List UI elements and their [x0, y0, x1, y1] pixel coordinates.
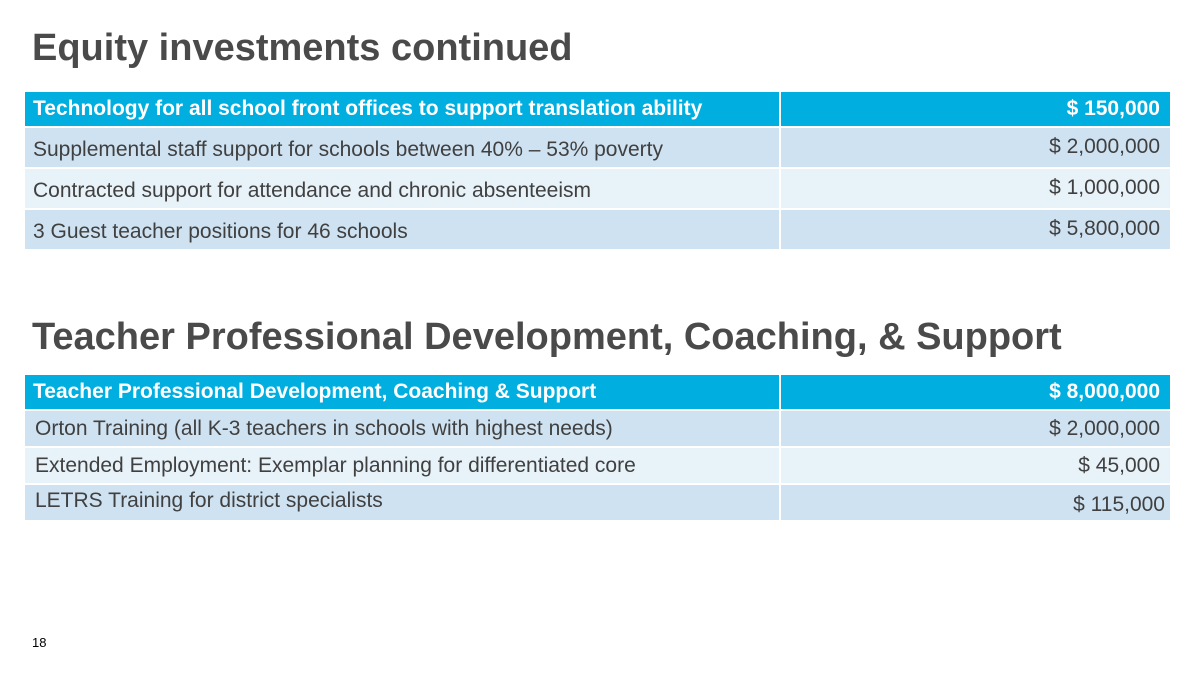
section-title-teacher-pd: Teacher Professional Development, Coaching, & Support	[32, 316, 1062, 358]
row-item: 3 Guest teacher positions for 46 schools	[24, 209, 780, 250]
header-item: Teacher Professional Development, Coaching & Support	[24, 374, 780, 410]
table-row	[24, 209, 1171, 250]
table-row	[24, 410, 1171, 447]
table-row	[24, 127, 1171, 168]
row-item: Supplemental staff support for schools between 40% – 53% poverty	[24, 127, 780, 168]
table-header-row	[24, 91, 1171, 127]
page-number: 18	[32, 635, 47, 650]
table-header-row	[24, 374, 1171, 410]
row-item: Contracted support for attendance and chronic absenteeism	[24, 168, 780, 209]
row-amount: $ 2,000,000	[780, 127, 1171, 168]
section-title-equity: Equity investments continued	[32, 27, 573, 69]
row-item: Orton Training (all K-3 teachers in schools with highest needs)	[24, 410, 780, 447]
header-amount: $ 8,000,000	[780, 374, 1171, 410]
row-amount: $ 45,000	[780, 447, 1171, 484]
table-row	[24, 168, 1171, 209]
table-row	[24, 447, 1171, 484]
header-item: Technology for all school front offices to support translation ability	[24, 91, 780, 127]
header-amount: $ 150,000	[780, 91, 1171, 127]
table-row	[24, 484, 1171, 521]
teacher-pd-budget-table	[23, 373, 1172, 522]
row-amount: $ 5,800,000	[780, 209, 1171, 250]
row-item: LETRS Training for district specialists	[24, 484, 780, 521]
row-amount: $ 1,000,000	[780, 168, 1171, 209]
row-amount: $ 2,000,000	[780, 410, 1171, 447]
row-item: Extended Employment: Exemplar planning for differentiated core	[24, 447, 780, 484]
row-amount: $ 115,000	[780, 484, 1171, 521]
equity-budget-table	[23, 90, 1172, 251]
